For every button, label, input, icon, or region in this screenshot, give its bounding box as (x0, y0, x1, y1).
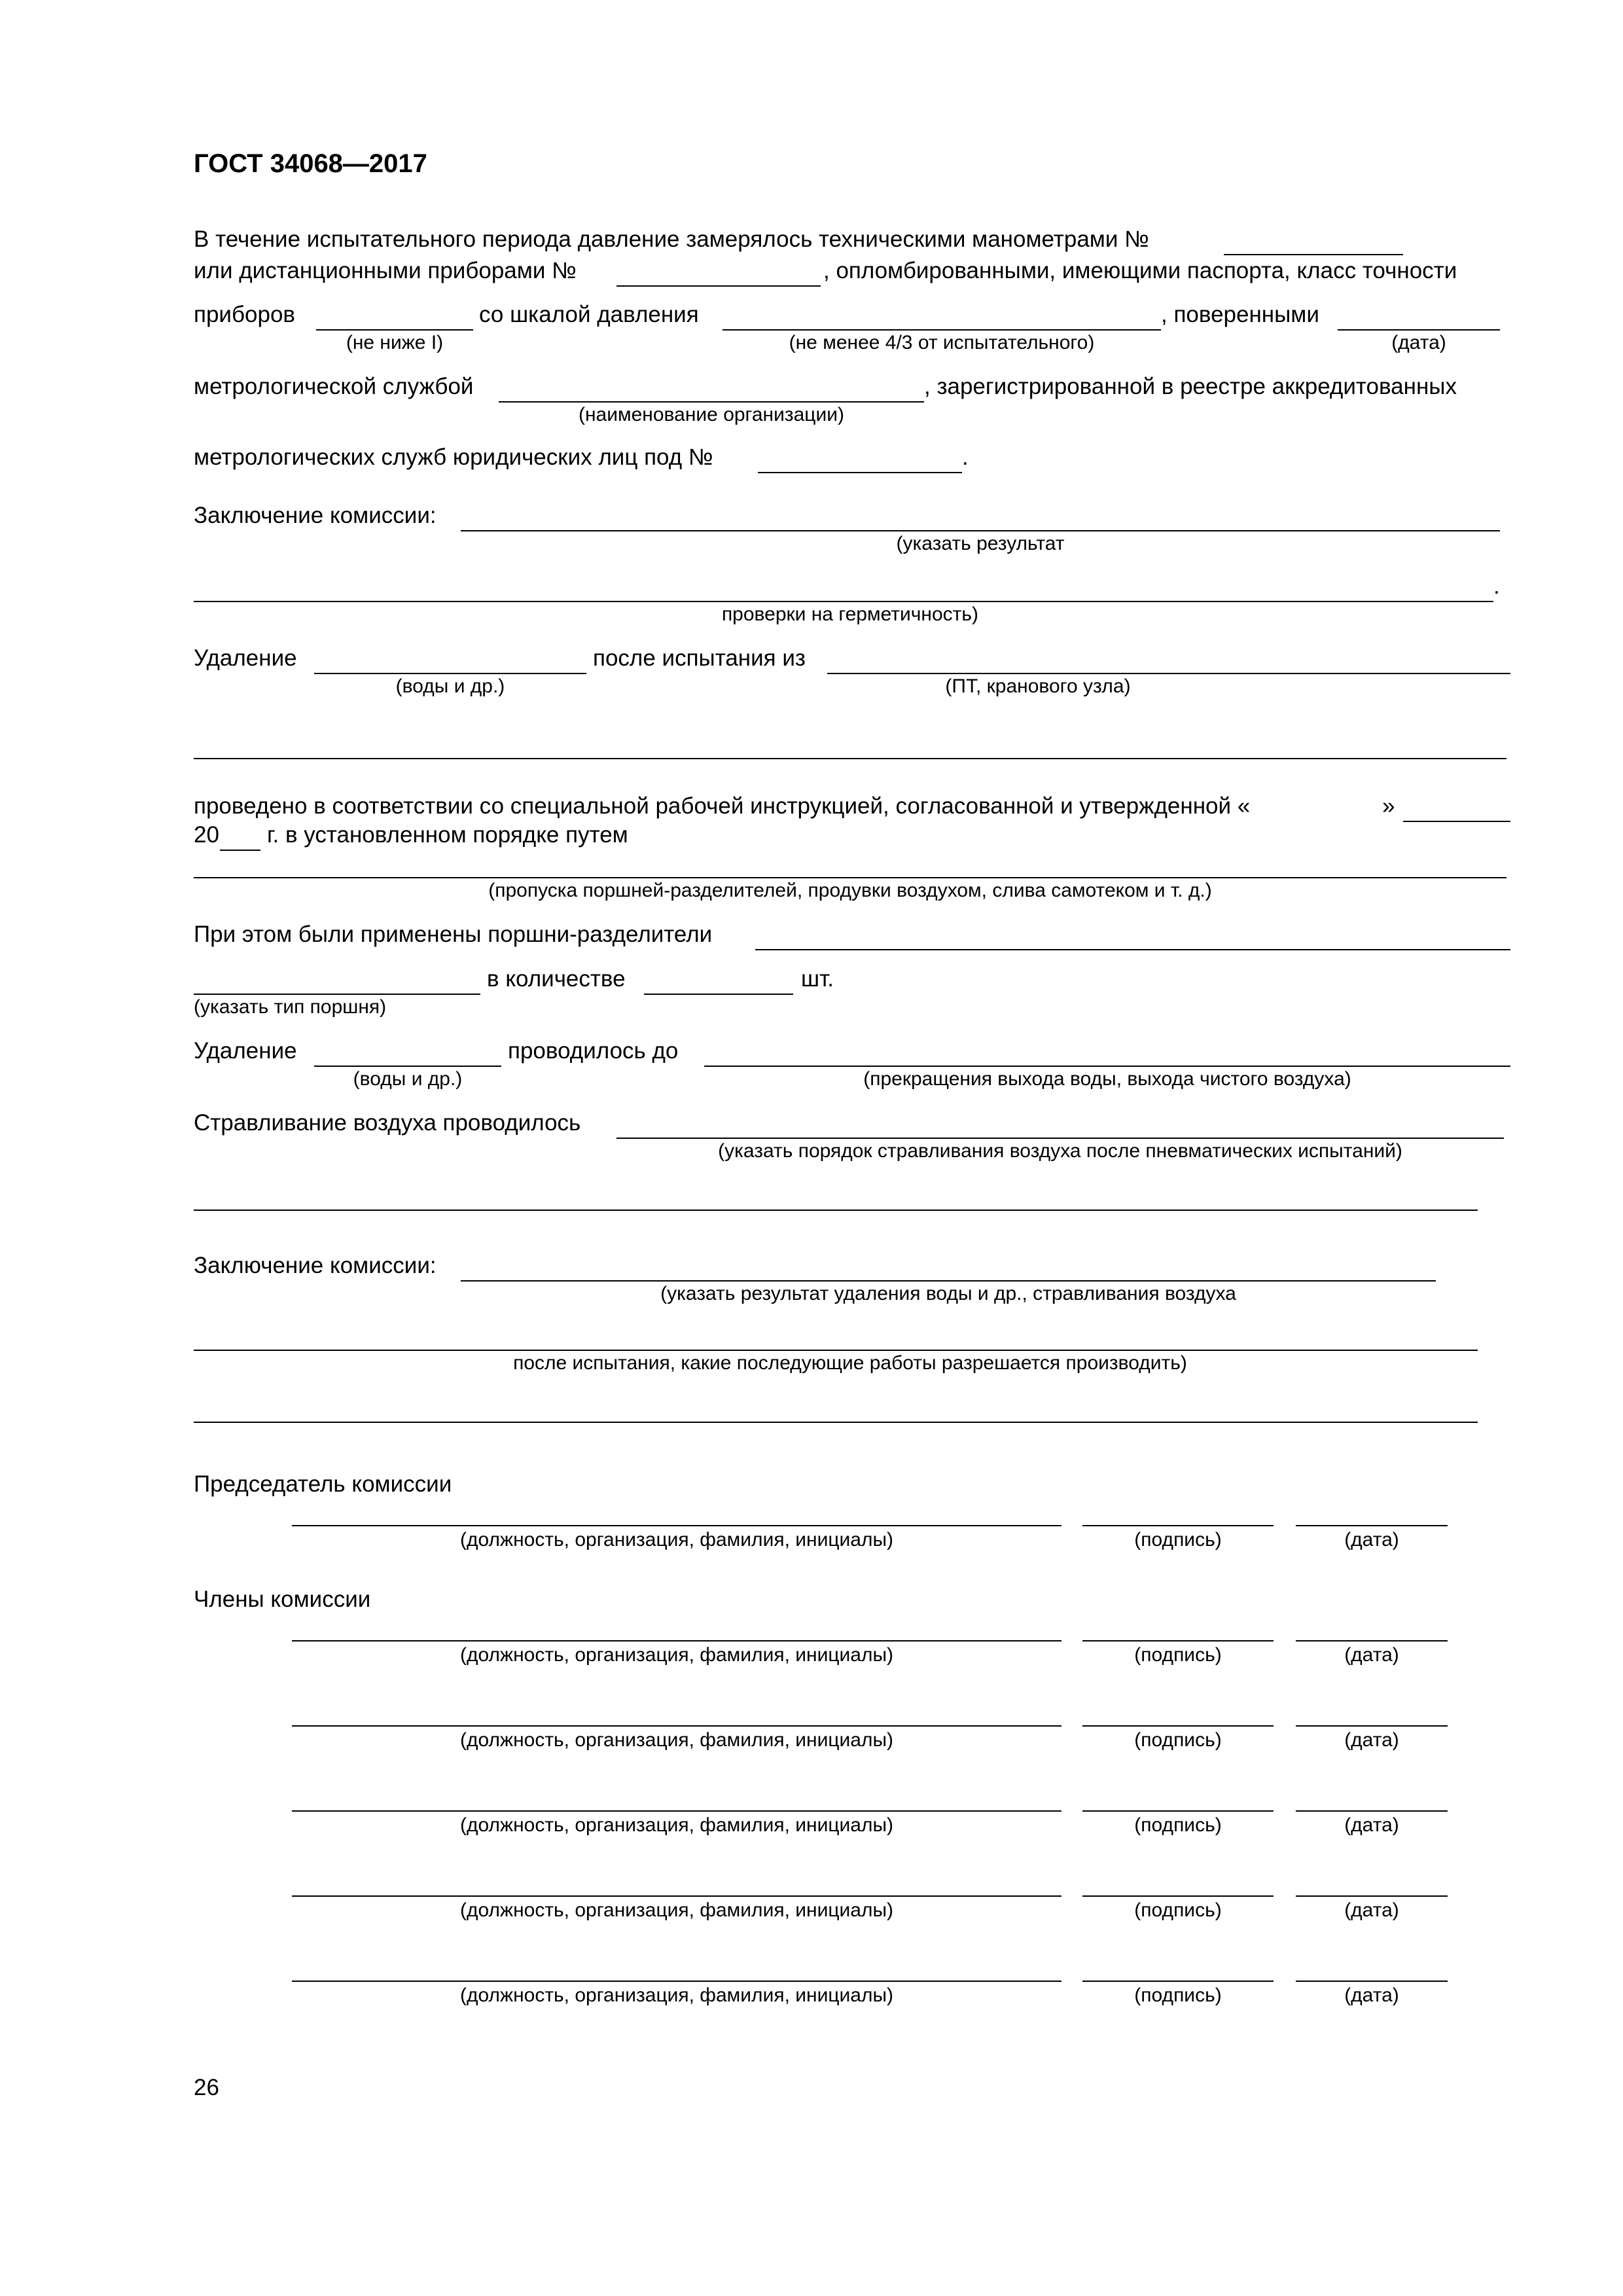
legal-entities-text: метрологических служб юридических лиц под № (194, 444, 713, 470)
metrology-service-text: метрологической службой (194, 374, 474, 399)
member-name-field[interactable] (292, 1895, 1061, 1897)
approval-year-field[interactable] (220, 850, 260, 851)
hint-person: (должность, организация, фамилия, инициалы) (459, 1814, 894, 1836)
devices-text: приборов (194, 302, 296, 327)
hint-air-bleed: (указать порядок стравливания воздуха после пневматических испытаний) (718, 1140, 1402, 1162)
hint-person: (должность, организация, фамилия, инициалы) (459, 1984, 894, 2006)
piston-quantity-field[interactable] (644, 994, 793, 995)
member-signature-field[interactable] (1082, 1640, 1274, 1641)
hint-person: (должность, организация, фамилия, инициалы) (459, 1729, 894, 1751)
hint-date: (дата) (1344, 1529, 1399, 1551)
approval-month-field[interactable] (1403, 821, 1510, 822)
chairman-date-field[interactable] (1296, 1525, 1448, 1526)
commission-conclusion-label-2: Заключение комиссии: (194, 1253, 437, 1278)
member-date-field[interactable] (1296, 1810, 1448, 1812)
performed-until-text: проводилось до (508, 1038, 679, 1064)
hint-organization-name: (наименование организации) (579, 404, 844, 425)
hint-result: (указать результат (896, 533, 1065, 554)
commission-conclusion-label: Заключение комиссии: (194, 503, 437, 528)
hint-verification-date: (дата) (1391, 332, 1446, 353)
hint-end-condition: (прекращения выхода воды, выхода чистого воздуха) (863, 1068, 1351, 1090)
member-signature-field[interactable] (1082, 1981, 1274, 1982)
piston-type-field[interactable] (755, 949, 1510, 950)
established-order-text: г. в установленном порядке путем (267, 822, 628, 848)
hint-date: (дата) (1344, 1644, 1399, 1666)
member-date-field[interactable] (1296, 1725, 1448, 1727)
member-signature-field[interactable] (1082, 1895, 1274, 1897)
quote-close: » (1382, 793, 1395, 819)
member-signature-field[interactable] (1082, 1810, 1274, 1812)
hint-signature: (подпись) (1134, 1984, 1222, 2006)
members-label: Члены комиссии (194, 1587, 371, 1612)
registered-text: , зарегистрированной в реестре аккредитованных (924, 374, 1457, 399)
period-text: . (962, 444, 969, 470)
instruction-text: проведено в соответствии со специальной рабочей инструкцией, согласованной и утвержденной « (194, 793, 1251, 819)
removal-label: Удаление (194, 645, 297, 671)
air-bleed-order-field-2[interactable] (194, 1210, 1478, 1211)
removal-label-2: Удаление (194, 1038, 297, 1064)
hint-water-2: (воды и др.) (353, 1068, 463, 1090)
sealed-devices-text: , опломбированными, имеющими паспорта, класс точности (823, 258, 1457, 283)
hint-date: (дата) (1344, 1814, 1399, 1836)
hint-accuracy-class: (не ниже I) (346, 332, 444, 353)
remote-devices-text: или дистанционными приборами № (194, 258, 577, 283)
registry-number-field[interactable] (758, 472, 962, 473)
member-name-field[interactable] (292, 1725, 1061, 1727)
member-name-field[interactable] (292, 1810, 1061, 1812)
year-prefix: 20 (194, 822, 219, 848)
pieces-text: шт. (801, 966, 834, 992)
hint-signature: (подпись) (1134, 1529, 1222, 1551)
pressure-measure-text: В течение испытательного периода давление замерялось техническими манометрами № (194, 226, 1149, 252)
chairman-name-field[interactable] (292, 1525, 1061, 1526)
hint-pressure-scale: (не менее 4/3 от испытательного) (789, 332, 1095, 353)
quantity-text: в количестве (487, 966, 626, 992)
member-signature-field[interactable] (1082, 1725, 1274, 1727)
page-number: 26 (194, 2075, 219, 2100)
hint-person: (должность, организация, фамилия, инициалы) (459, 1529, 894, 1551)
page-header: ГОСТ 34068—2017 (194, 149, 427, 178)
removal-result-field-3[interactable] (194, 1422, 1478, 1423)
member-date-field[interactable] (1296, 1981, 1448, 1982)
hint-tightness-check: проверки на герметичность) (721, 603, 979, 625)
hint-signature: (подпись) (1134, 1729, 1222, 1751)
member-name-field[interactable] (292, 1981, 1061, 1982)
hint-person: (должность, организация, фамилия, инициалы) (459, 1899, 894, 1921)
hint-piston-type: (указать тип поршня) (194, 996, 387, 1018)
hint-removal-result: (указать результат удаления воды и др., стравливания воздуха (660, 1283, 1236, 1304)
hint-pipeline-section: (ПТ, кранового узла) (945, 675, 1131, 697)
hint-removal-method: (пропуска поршней-разделителей, продувки воздухом, слива самотеком и т. д.) (488, 880, 1212, 901)
chairman-signature-field[interactable] (1082, 1525, 1274, 1526)
period-text: . (1493, 573, 1500, 599)
hint-date: (дата) (1344, 1984, 1399, 2006)
member-name-field[interactable] (292, 1640, 1061, 1641)
after-test-text: после испытания из (593, 645, 806, 671)
hint-date: (дата) (1344, 1729, 1399, 1751)
hint-date: (дата) (1344, 1899, 1399, 1921)
hint-signature: (подпись) (1134, 1644, 1222, 1666)
remote-device-number-field[interactable] (616, 285, 821, 287)
member-date-field[interactable] (1296, 1895, 1448, 1897)
hint-signature: (подпись) (1134, 1814, 1222, 1836)
hint-person: (должность, организация, фамилия, инициалы) (459, 1644, 894, 1666)
pressure-scale-text: со шкалой давления (479, 302, 699, 327)
hint-subsequent-works: после испытания, какие последующие работы разрешается производить) (513, 1352, 1187, 1374)
hint-water: (воды и др.) (395, 675, 505, 697)
hint-signature: (подпись) (1134, 1899, 1222, 1921)
member-date-field[interactable] (1296, 1640, 1448, 1641)
manometer-number-field[interactable] (1224, 254, 1403, 255)
pipeline-section-field-2[interactable] (194, 758, 1507, 759)
air-bleed-text: Стравливание воздуха проводилось (194, 1110, 581, 1136)
chairman-label: Председатель комиссии (194, 1471, 452, 1497)
verified-text: , поверенными (1161, 302, 1319, 327)
pistons-text: При этом были применены поршни-разделители (194, 922, 713, 947)
